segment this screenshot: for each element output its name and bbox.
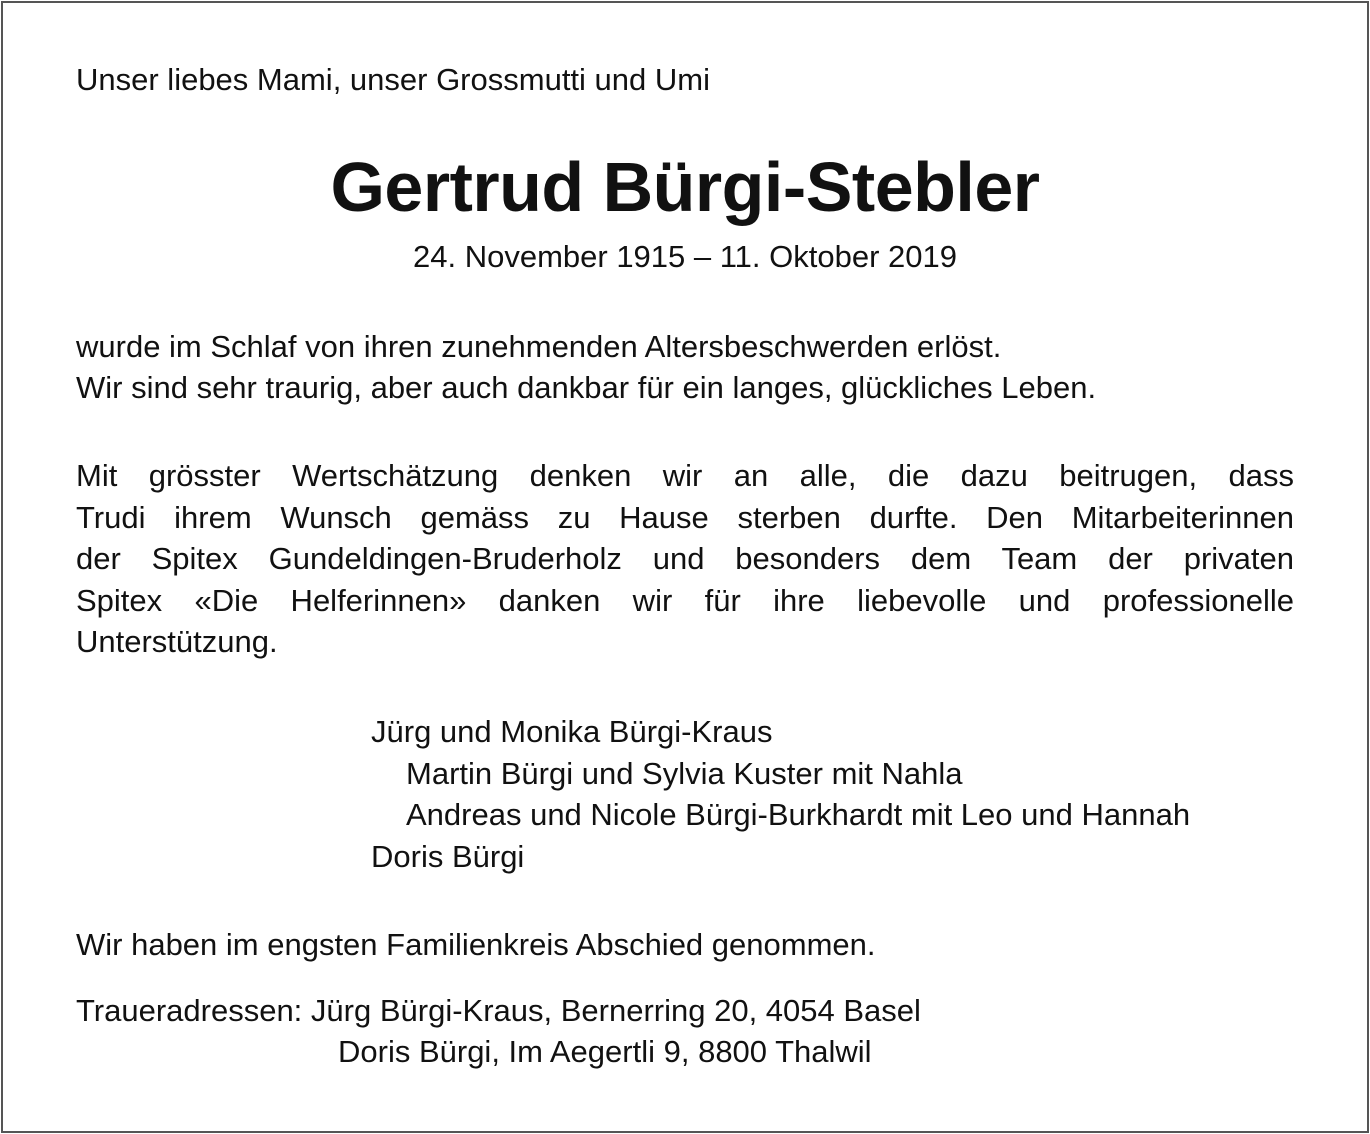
thanks-line-4: Spitex «Die Helferinnen» danken wir für ihre liebevolle und professionelle	[76, 582, 1294, 618]
signers-list	[371, 711, 1190, 877]
thanks-line-5: Unterstützung.	[76, 624, 278, 659]
thanks-paragraph	[76, 455, 1294, 663]
signer-grandchild-1: Martin Bürgi und Sylvia Kuster mit Nahla	[406, 755, 963, 791]
thanks-line-1: Mit grösster Wertschätzung denken wir an alle, die dazu beitrugen, dass	[76, 458, 1294, 493]
message-line-2: Wir sind sehr traurig, aber auch dankbar für ein langes, glückliches Leben.	[76, 370, 1097, 405]
life-dates: 24. November 1915 – 11. Oktober 2019	[413, 239, 957, 274]
farewell-line: Wir haben im engsten Familienkreis Abschied genommen.	[76, 927, 876, 962]
thanks-line-2: Trudi ihrem Wunsch gemäss zu Hause sterben durfte. Den Mitarbeiterinnen	[76, 499, 1294, 535]
signer-second: Doris Bürgi	[371, 838, 525, 874]
deceased-name: Gertrud Bürgi-Stebler	[330, 148, 1040, 226]
address-line-2: Doris Bürgi, Im Aegertli 9, 8800 Thalwil	[338, 1034, 872, 1069]
message-line-1: wurde im Schlaf von ihren zunehmenden Altersbeschwerden erlöst.	[76, 329, 1002, 364]
thanks-line-3: der Spitex Gundeldingen-Bruderholz und besonders dem Team der privaten	[76, 541, 1294, 576]
signer-grandchild-2: Andreas und Nicole Bürgi-Burkhardt mit Leo und Hannah	[406, 797, 1191, 832]
intro-line: Unser liebes Mami, unser Grossmutti und Umi	[76, 62, 710, 97]
address-line-1: Jürg Bürgi-Kraus, Bernerring 20, 4054 Basel	[310, 993, 921, 1028]
address-block	[76, 990, 921, 1032]
signer-first: Jürg und Monika Bürgi-Kraus	[371, 714, 773, 749]
address-label: Traueradressen:	[76, 993, 303, 1028]
